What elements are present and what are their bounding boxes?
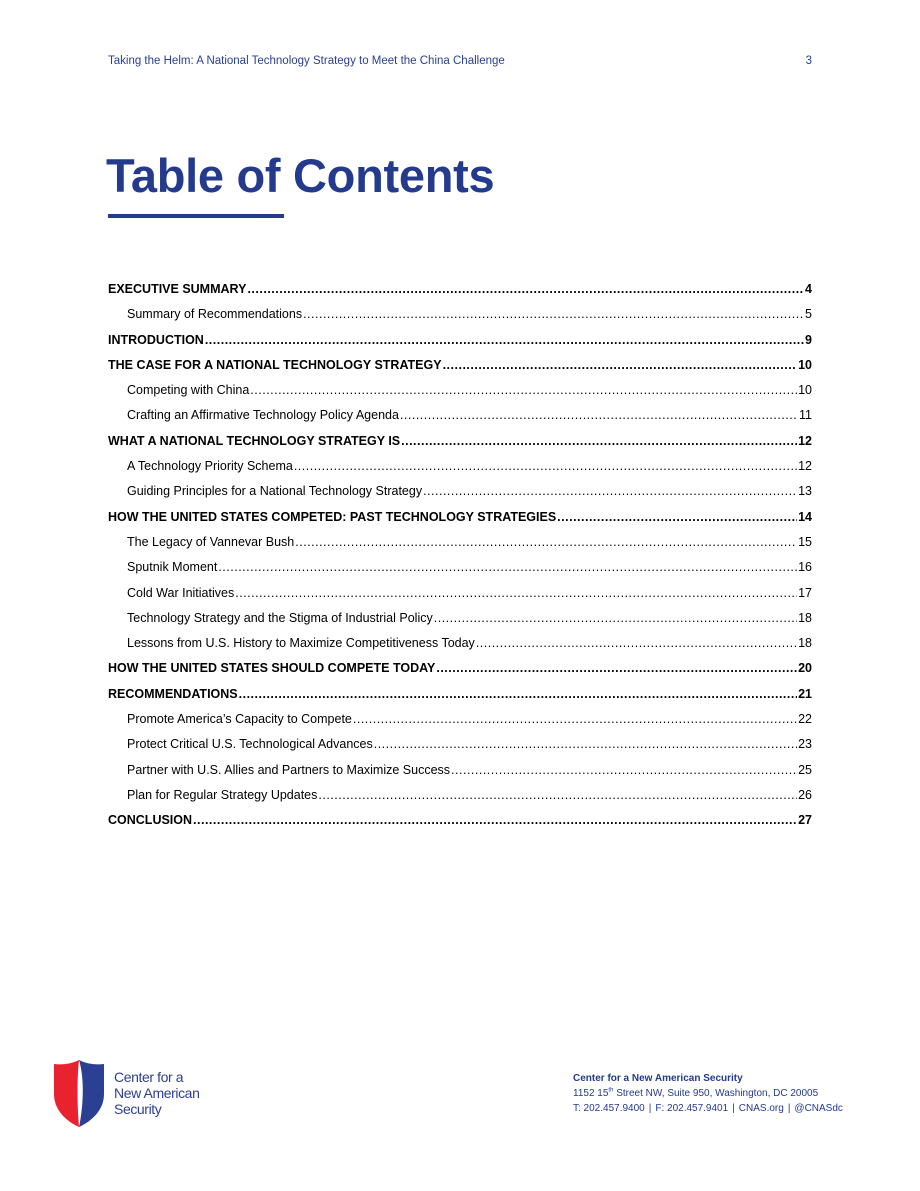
toc-entry-page: 22 <box>798 712 812 727</box>
footer-contact <box>573 1071 843 1116</box>
toc-entry-title: Protect Critical U.S. Technological Advances <box>127 737 373 752</box>
toc-entry-title: Technology Strategy and the Stigma of Industrial Policy <box>127 610 433 625</box>
toc-entry-page: 26 <box>798 787 812 802</box>
toc-subsection-entry[interactable] <box>108 707 812 732</box>
dot-leader <box>205 328 804 353</box>
toc-entry-page: 27 <box>798 813 812 828</box>
toc-subsection-entry[interactable] <box>108 454 812 479</box>
toc-entry-page: 10 <box>798 383 812 398</box>
toc-entry-title: Sputnik Moment <box>127 560 218 575</box>
dot-leader <box>235 581 797 606</box>
toc-entry-title: THE CASE FOR A NATIONAL TECHNOLOGY STRATEGY <box>108 357 442 372</box>
dot-leader <box>193 808 797 833</box>
address-rest: Street NW, Suite 950, Washington, DC 20005 <box>613 1088 819 1099</box>
dot-leader <box>400 403 798 428</box>
toc-entry-title: Guiding Principles for a National Technology Strategy <box>127 484 423 499</box>
cnas-logo <box>52 1058 199 1128</box>
toc-entry-title: Summary of Recommendations <box>127 307 303 322</box>
dot-leader <box>374 732 797 757</box>
toc-entry-page: 14 <box>798 509 812 524</box>
footer-org-name: Center for a New American Security <box>573 1073 743 1084</box>
toc-section-entry[interactable] <box>108 682 812 707</box>
toc-entry-page: 20 <box>798 661 812 676</box>
toc-section-entry[interactable] <box>108 808 812 833</box>
footer-fax: F: 202.457.9401 <box>655 1103 729 1114</box>
dot-leader <box>423 479 797 504</box>
toc-entry-page: 18 <box>798 636 812 651</box>
toc-entry-title: Competing with China <box>127 383 250 398</box>
toc-entry-title: EXECUTIVE SUMMARY <box>108 282 247 296</box>
toc-section-entry[interactable] <box>108 328 812 353</box>
dot-leader <box>247 277 804 302</box>
toc-subsection-entry[interactable] <box>108 758 812 783</box>
logo-line-3: Security <box>114 1101 162 1117</box>
toc-entry-title: HOW THE UNITED STATES COMPETED: PAST TECHNOLOGY STRATEGIES <box>108 509 557 524</box>
toc-entry-page: 4 <box>805 282 812 296</box>
separator: | <box>732 1103 735 1114</box>
toc-subsection-entry[interactable] <box>108 581 812 606</box>
toc-section-entry[interactable] <box>108 429 812 454</box>
toc-entry-title: Crafting an Affirmative Technology Policy Agenda <box>127 408 399 423</box>
toc-subsection-entry[interactable] <box>108 732 812 757</box>
separator: | <box>648 1103 652 1114</box>
toc-entry-title: The Legacy of Vannevar Bush <box>127 534 295 549</box>
dot-leader <box>218 555 797 580</box>
dot-leader <box>434 606 797 631</box>
toc-subsection-entry[interactable] <box>108 783 812 808</box>
toc-entry-page: 9 <box>805 332 812 347</box>
title-underline <box>108 214 284 218</box>
toc-section-entry[interactable] <box>108 505 812 530</box>
address-suffix: th <box>608 1087 614 1094</box>
footer-contact-line <box>573 1101 843 1116</box>
dot-leader <box>436 656 797 681</box>
logo-line-2: New American <box>114 1085 200 1101</box>
toc-entry-page: 25 <box>798 762 812 777</box>
toc-entry-title: Cold War Initiatives <box>127 585 235 600</box>
table-of-contents <box>108 277 812 834</box>
dot-leader <box>318 783 797 808</box>
toc-section-entry[interactable] <box>108 353 812 378</box>
dot-leader <box>451 758 797 783</box>
toc-entry-page: 15 <box>798 534 812 549</box>
footer-twitter-link[interactable]: @CNASdc <box>794 1103 843 1114</box>
toc-entry-page: 23 <box>798 737 812 752</box>
toc-subsection-entry[interactable] <box>108 378 812 403</box>
logo-wordmark <box>114 1069 199 1117</box>
toc-entry-title: Promote America’s Capacity to Compete <box>127 712 352 727</box>
footer-website-link[interactable]: CNAS.org <box>738 1103 784 1114</box>
toc-entry-title: Lessons from U.S. History to Maximize Competitiveness Today <box>127 636 475 651</box>
toc-subsection-entry[interactable] <box>108 606 812 631</box>
dot-leader <box>239 682 797 707</box>
shield-logo-icon <box>52 1058 106 1128</box>
toc-subsection-entry[interactable] <box>108 479 812 504</box>
dot-leader <box>294 454 797 479</box>
dot-leader <box>401 429 797 454</box>
toc-entry-page: 10 <box>798 357 812 372</box>
dot-leader <box>557 505 797 530</box>
address-number: 1152 15 <box>573 1088 609 1099</box>
running-header <box>108 55 812 67</box>
separator: | <box>787 1103 791 1114</box>
toc-entry-title: WHAT A NATIONAL TECHNOLOGY STRATEGY IS <box>108 433 401 448</box>
running-header-title: Taking the Helm: A National Technology Strategy to Meet the China Challenge <box>108 55 505 67</box>
toc-entry-page: 12 <box>798 433 812 448</box>
dot-leader <box>443 353 798 378</box>
page-number: 3 <box>805 55 812 67</box>
toc-section-entry[interactable] <box>108 277 812 302</box>
toc-entry-page: 12 <box>798 459 812 474</box>
toc-entry-title: HOW THE UNITED STATES SHOULD COMPETE TODAY <box>108 661 436 676</box>
toc-entry-page: 21 <box>798 686 812 701</box>
toc-entry-page: 16 <box>798 560 812 575</box>
dot-leader <box>476 631 797 656</box>
toc-entry-title: CONCLUSION <box>108 813 193 828</box>
toc-entry-page: 17 <box>798 585 812 600</box>
footer-address <box>573 1086 843 1101</box>
dot-leader <box>353 707 797 732</box>
toc-entry-page: 18 <box>798 610 812 625</box>
dot-leader <box>295 530 797 555</box>
toc-entry-title: Plan for Regular Strategy Updates <box>127 787 318 802</box>
dot-leader <box>303 302 804 327</box>
toc-entry-title: A Technology Priority Schema <box>127 459 293 474</box>
toc-subsection-entry[interactable] <box>108 555 812 580</box>
toc-section-entry[interactable] <box>108 656 812 681</box>
logo-line-1: Center for a <box>114 1069 184 1085</box>
toc-entry-page: 11 <box>799 408 812 423</box>
page-title: Table of Contents <box>106 149 495 202</box>
toc-entry-page: 13 <box>798 484 812 499</box>
toc-entry-page: 5 <box>805 307 812 322</box>
toc-subsection-entry[interactable] <box>108 302 812 327</box>
toc-entry-title: RECOMMENDATIONS <box>108 686 238 701</box>
dot-leader <box>250 378 797 403</box>
footer-phone: T: 202.457.9400 <box>573 1103 645 1114</box>
toc-entry-title: INTRODUCTION <box>108 332 204 347</box>
toc-subsection-entry[interactable] <box>108 631 812 656</box>
toc-subsection-entry[interactable] <box>108 530 812 555</box>
toc-entry-title: Partner with U.S. Allies and Partners to Maximize Success <box>127 762 451 777</box>
toc-subsection-entry[interactable] <box>108 403 812 428</box>
